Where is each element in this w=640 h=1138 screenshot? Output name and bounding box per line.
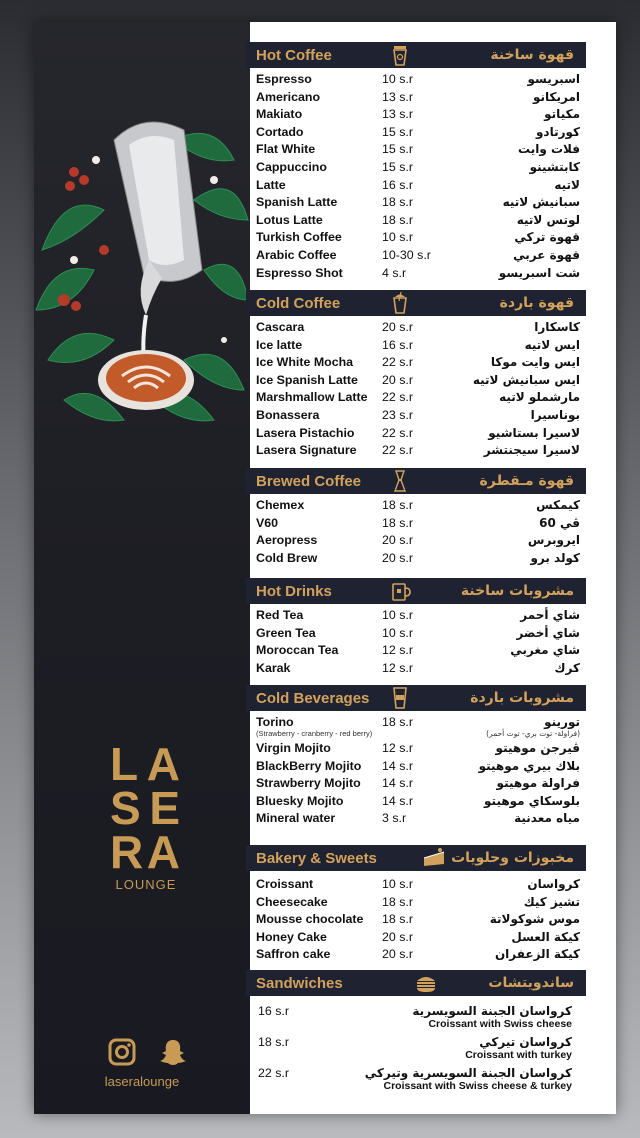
item-name-ar: فلات وايت bbox=[518, 142, 580, 157]
item-name-ar: كرواسان الجبنة السويسرية وتيركي bbox=[364, 1066, 572, 1080]
item-name-en: Virgin Mojito bbox=[256, 741, 331, 755]
brand-panel bbox=[34, 22, 250, 1114]
item-name-en: Torino bbox=[256, 715, 294, 729]
menu-item bbox=[246, 608, 586, 626]
sandwich-item bbox=[246, 1004, 586, 1035]
item-price: 10-30 s.r bbox=[382, 247, 431, 262]
item-price: 20 s.r bbox=[382, 533, 413, 548]
item-price: 12 s.r bbox=[382, 741, 413, 755]
logo-letter: R bbox=[110, 826, 144, 878]
item-name-en: Cascara bbox=[256, 320, 305, 334]
section-sandwiches bbox=[246, 970, 586, 1097]
menu-item bbox=[246, 72, 586, 90]
item-name-ar: اسبريسو bbox=[527, 72, 580, 86]
menu-item bbox=[246, 408, 586, 426]
item-name-en: Saffron cake bbox=[256, 947, 331, 962]
item-name-ar: موس شوكولاتة bbox=[489, 912, 580, 927]
section-header bbox=[246, 970, 586, 996]
logo-letter: S bbox=[110, 782, 141, 834]
menu-item bbox=[246, 895, 586, 913]
logo-subtitle: LOUNGE bbox=[115, 877, 177, 892]
item-price: 22 s.r bbox=[382, 425, 413, 440]
item-name-ar: بلوسكاي موهيتو bbox=[484, 793, 580, 808]
item-price: 16 s.r bbox=[382, 337, 413, 352]
item-name-en: Strawberry Mojito bbox=[256, 776, 361, 791]
menu-item bbox=[246, 811, 586, 829]
sandwich-item bbox=[246, 1066, 586, 1097]
item-name-ar: لاتيه bbox=[554, 177, 580, 192]
section-brewed-coffee bbox=[246, 468, 586, 568]
menu-item bbox=[246, 759, 586, 777]
item-price: 12 s.r bbox=[382, 660, 413, 675]
item-name-en: BlackBerry Mojito bbox=[256, 758, 362, 773]
tall-glass-icon bbox=[388, 686, 412, 710]
item-name-en: Cappuccino bbox=[256, 159, 327, 174]
item-name-ar: كيكة الزعفران bbox=[494, 947, 580, 962]
section-title-en: Sandwiches bbox=[256, 974, 343, 992]
item-price: 18 s.r bbox=[382, 912, 413, 927]
menu-item bbox=[246, 930, 586, 948]
item-name-ar: شاي مغربي bbox=[510, 643, 580, 658]
section-title-en: Cold Coffee bbox=[256, 294, 341, 312]
item-name-ar: بوناسيرا bbox=[530, 407, 580, 422]
item-name-ar: كابتشينو bbox=[529, 159, 580, 174]
item-price: 15 s.r bbox=[382, 159, 413, 174]
item-name-ar: لاسيرا سيجنتشر bbox=[483, 443, 580, 458]
item-name-ar: لوتس لاتيه bbox=[516, 212, 580, 227]
logo-row-1 bbox=[110, 738, 180, 790]
item-note bbox=[246, 729, 586, 741]
item-name-ar: مياه معدنية bbox=[514, 811, 580, 826]
hot-cup-icon bbox=[388, 43, 412, 67]
item-note-en: (Strawberry - cranberry - red berry) bbox=[256, 729, 373, 738]
item-name-en: Americano bbox=[256, 89, 321, 104]
item-name-en: Makiato bbox=[256, 107, 303, 122]
item-name-en: Moroccan Tea bbox=[256, 643, 339, 658]
menu-item bbox=[246, 213, 586, 231]
item-name-en: Lasera Signature bbox=[256, 443, 357, 458]
menu-item bbox=[246, 338, 586, 356]
menu-item bbox=[246, 741, 586, 759]
section-bakery-sweets bbox=[246, 845, 586, 965]
item-name-en: Flat White bbox=[256, 142, 316, 157]
item-name-ar: ڤيرجن موهيتو bbox=[495, 741, 580, 755]
item-name-en: Ice latte bbox=[256, 337, 303, 352]
section-title-ar: مخبوزات وحلويات bbox=[451, 850, 574, 866]
item-price: 20 s.r bbox=[382, 947, 413, 962]
item-price: 18 s.r bbox=[382, 894, 413, 909]
item-name-en: Ice Spanish Latte bbox=[256, 372, 358, 387]
item-name-en: Cold Brew bbox=[256, 550, 318, 565]
item-name-en: V60 bbox=[256, 515, 279, 530]
item-name-ar: تورينو bbox=[544, 715, 580, 729]
item-name-en: Arabic Coffee bbox=[256, 247, 337, 262]
item-price: 18 s.r bbox=[258, 1035, 289, 1049]
item-price: 20 s.r bbox=[382, 372, 413, 387]
menu-item bbox=[246, 355, 586, 373]
item-name-en: Marshmallow Latte bbox=[256, 390, 368, 405]
item-name-en: Espresso bbox=[256, 72, 312, 86]
cake-slice-icon bbox=[422, 846, 446, 870]
item-price: 3 s.r bbox=[382, 811, 407, 826]
snapchat-icon[interactable] bbox=[158, 1038, 188, 1066]
logo-letter: A bbox=[146, 826, 180, 878]
item-name-en: Honey Cake bbox=[256, 929, 327, 944]
item-price: 15 s.r bbox=[382, 142, 413, 157]
section-title-en: Cold Beverages bbox=[256, 689, 370, 707]
menu-item bbox=[246, 794, 586, 812]
menu-item bbox=[246, 320, 586, 338]
menu-item bbox=[246, 643, 586, 661]
section-header bbox=[246, 578, 586, 604]
item-name-ar: فراولة موهيتو bbox=[496, 776, 580, 791]
item-name-ar: كرواسان الجبنة السويسرية bbox=[412, 1004, 572, 1018]
item-price: 10 s.r bbox=[382, 230, 413, 245]
item-name-ar: تشيز كيك bbox=[523, 894, 580, 909]
item-name-ar: شاي أخضر bbox=[516, 625, 580, 640]
item-price: 15 s.r bbox=[382, 124, 413, 139]
menu-item bbox=[246, 776, 586, 794]
menu-item bbox=[246, 715, 586, 729]
section-hot-drinks bbox=[246, 578, 586, 678]
social-handle: laseralounge bbox=[104, 1074, 180, 1089]
logo-letter: L bbox=[110, 738, 139, 790]
item-name-ar: كرك bbox=[554, 660, 580, 675]
item-price: 4 s.r bbox=[382, 265, 407, 280]
section-title-ar: مشروبات ساخنة bbox=[460, 583, 574, 599]
item-name-ar: ايس سبانيش لاتيه bbox=[472, 372, 580, 387]
item-name-ar: بلاك بيري موهيتو bbox=[478, 758, 580, 773]
menu-item bbox=[246, 516, 586, 534]
section-header bbox=[246, 845, 586, 871]
item-name-ar: كرواسان bbox=[527, 877, 580, 891]
item-name-en: Turkish Coffee bbox=[256, 230, 342, 245]
item-price: 20 s.r bbox=[382, 929, 413, 944]
item-name-en: Lasera Pistachio bbox=[256, 425, 355, 440]
section-title-ar: قهوة باردة bbox=[499, 295, 574, 311]
logo-letter: E bbox=[149, 782, 180, 834]
item-price: 22 s.r bbox=[382, 355, 413, 370]
menu-item bbox=[246, 947, 586, 965]
item-name-en: Chemex bbox=[256, 498, 305, 512]
item-name-ar: كولد برو bbox=[530, 550, 580, 565]
item-name-ar: كيمكس bbox=[536, 498, 580, 512]
item-name-ar: كورتادو bbox=[535, 124, 580, 139]
section-header bbox=[246, 42, 586, 68]
item-price: 14 s.r bbox=[382, 793, 413, 808]
item-price: 18 s.r bbox=[382, 515, 413, 530]
iced-cup-icon bbox=[388, 291, 412, 315]
section-title-ar: مشروبات باردة bbox=[470, 690, 574, 706]
item-name-ar: امريكانو bbox=[532, 89, 580, 104]
item-price: 10 s.r bbox=[382, 877, 413, 891]
item-name-ar: ايس لاتيه bbox=[524, 337, 580, 352]
item-name-ar: شاي أحمر bbox=[520, 608, 580, 622]
item-name-ar: كيكة العسل bbox=[511, 929, 580, 944]
item-name-ar: لاسيرا بستاشيو bbox=[488, 425, 580, 440]
section-title-en: Bakery & Sweets bbox=[256, 849, 377, 867]
logo-letter: A bbox=[146, 738, 180, 790]
item-name-en: Karak bbox=[256, 660, 291, 675]
item-price: 18 s.r bbox=[382, 195, 413, 210]
item-name-en: Croissant with turkey bbox=[465, 1049, 572, 1061]
menu-item bbox=[246, 912, 586, 930]
item-price: 22 s.r bbox=[382, 390, 413, 405]
item-price: 13 s.r bbox=[382, 89, 413, 104]
menu-item bbox=[246, 498, 586, 516]
item-name-en: Mousse chocolate bbox=[256, 912, 364, 927]
item-name-ar: قهوة عربي bbox=[513, 247, 580, 262]
item-name-ar: ايس وايت موكا bbox=[490, 355, 580, 370]
item-name-ar: كاسكارا bbox=[534, 320, 580, 334]
section-title-ar: قهوة ساخنة bbox=[490, 47, 574, 63]
item-name-ar: قهوة تركي bbox=[514, 230, 580, 245]
item-note-ar: (فراولة- توت بري- توت أحمر) bbox=[486, 729, 580, 738]
item-name-ar: سبانيش لاتيه bbox=[502, 195, 580, 210]
item-price: 20 s.r bbox=[382, 550, 413, 565]
menu-item bbox=[246, 160, 586, 178]
item-price: 10 s.r bbox=[382, 72, 413, 86]
menu-item bbox=[246, 443, 586, 461]
item-price: 12 s.r bbox=[382, 643, 413, 658]
item-name-en: Bonassera bbox=[256, 407, 320, 422]
tea-mug-icon bbox=[388, 579, 412, 603]
item-name-en: Aeropress bbox=[256, 533, 318, 548]
item-name-en: Spanish Latte bbox=[256, 195, 338, 210]
section-title-en: Brewed Coffee bbox=[256, 472, 362, 490]
menu-item bbox=[246, 178, 586, 196]
menu-item bbox=[246, 266, 586, 284]
section-header bbox=[246, 685, 586, 711]
item-name-ar: مكياتو bbox=[544, 107, 580, 122]
item-name-en: Croissant with Swiss cheese bbox=[428, 1018, 572, 1030]
item-price: 20 s.r bbox=[382, 320, 413, 334]
item-name-en: Green Tea bbox=[256, 625, 316, 640]
section-title-en: Hot Drinks bbox=[256, 582, 332, 600]
section-title-ar: قهوة مـقطرة bbox=[479, 473, 574, 489]
item-name-ar: شت اسبريسو bbox=[498, 265, 580, 280]
menu-item bbox=[246, 230, 586, 248]
item-name-ar: ڤي 60 bbox=[539, 515, 580, 530]
item-name-en: Lotus Latte bbox=[256, 212, 323, 227]
social-icons bbox=[108, 1038, 188, 1066]
item-name-en: Ice White Mocha bbox=[256, 355, 354, 370]
item-name-ar: مارشملو لاتيه bbox=[499, 390, 580, 405]
menu-item bbox=[246, 551, 586, 569]
menu-item bbox=[246, 248, 586, 266]
item-price: 22 s.r bbox=[382, 443, 413, 458]
item-price: 14 s.r bbox=[382, 776, 413, 791]
item-price: 18 s.r bbox=[382, 715, 413, 729]
item-price: 14 s.r bbox=[382, 758, 413, 773]
item-name-ar: كرواسان تيركي bbox=[479, 1035, 572, 1049]
item-name-ar: ايروبرس bbox=[527, 533, 580, 548]
section-header bbox=[246, 468, 586, 494]
menu-item bbox=[246, 626, 586, 644]
sandwich-icon bbox=[414, 971, 438, 995]
section-title-en: Hot Coffee bbox=[256, 46, 332, 64]
section-hot-coffee bbox=[246, 42, 586, 283]
item-name-en: Croissant with Swiss cheese & turkey bbox=[383, 1080, 572, 1092]
menu-item bbox=[246, 661, 586, 679]
section-cold-beverages bbox=[246, 685, 586, 829]
menu-item bbox=[246, 877, 586, 895]
item-price: 18 s.r bbox=[382, 212, 413, 227]
section-header bbox=[246, 290, 586, 316]
menu-item bbox=[246, 142, 586, 160]
item-price: 22 s.r bbox=[258, 1066, 289, 1080]
menu-item bbox=[246, 533, 586, 551]
item-price: 18 s.r bbox=[382, 498, 413, 512]
item-name-en: Cheesecake bbox=[256, 894, 328, 909]
section-title-ar: ساندويتشات bbox=[488, 975, 574, 991]
item-name-en: Cortado bbox=[256, 124, 304, 139]
menu-item bbox=[246, 426, 586, 444]
menu-item bbox=[246, 373, 586, 391]
logo-row-3 bbox=[110, 826, 180, 878]
item-name-en: Mineral water bbox=[256, 811, 336, 826]
item-name-en: Bluesky Mojito bbox=[256, 793, 344, 808]
item-price: 10 s.r bbox=[382, 625, 413, 640]
item-price: 16 s.r bbox=[258, 1004, 289, 1018]
instagram-icon[interactable] bbox=[108, 1038, 136, 1066]
menu-item bbox=[246, 107, 586, 125]
item-price: 13 s.r bbox=[382, 107, 413, 122]
coffee-pour-illustration bbox=[34, 100, 250, 430]
menu-item bbox=[246, 195, 586, 213]
item-price: 10 s.r bbox=[382, 608, 413, 622]
item-name-en: Red Tea bbox=[256, 608, 304, 622]
sandwich-item bbox=[246, 1035, 586, 1066]
menu-item bbox=[246, 90, 586, 108]
menu-item bbox=[246, 390, 586, 408]
item-name-en: Croissant bbox=[256, 877, 314, 891]
item-name-en: Latte bbox=[256, 177, 286, 192]
logo-row-2 bbox=[110, 782, 180, 834]
brewer-icon bbox=[388, 469, 412, 493]
item-price: 16 s.r bbox=[382, 177, 413, 192]
section-cold-coffee bbox=[246, 290, 586, 461]
menu-item bbox=[246, 125, 586, 143]
item-price: 23 s.r bbox=[382, 407, 413, 422]
item-name-en: Espresso Shot bbox=[256, 265, 343, 280]
